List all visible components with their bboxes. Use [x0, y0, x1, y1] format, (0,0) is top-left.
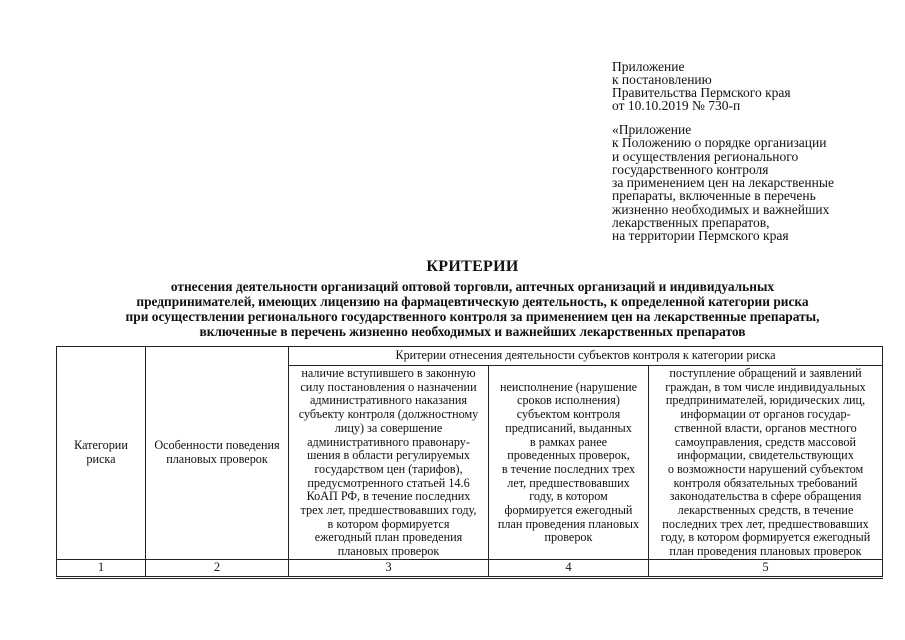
annex-inner-line: на территории Пермского края: [612, 228, 789, 244]
cell-line: предусмотренного статьей 14.6: [307, 475, 470, 490]
annex-inner-line: государственного контроля: [612, 161, 769, 177]
cell-line: КоАП РФ, в течение последних: [306, 489, 471, 504]
cell-line: информации от органов государ-: [680, 407, 851, 422]
criterion-unfulfilled-orders: [489, 366, 649, 560]
annex-line: Приложение: [612, 59, 685, 74]
cell-line: последних трех лет, предшествовавших: [662, 516, 869, 531]
subtitle-line: при осуществлении регионального государственного контроля за применением цен на лекарственные препараты,: [125, 309, 820, 324]
cell-line: предписаний, выданных: [505, 420, 632, 435]
annex-inner-line: препараты, включенные в перечень: [612, 188, 816, 204]
criterion-administrative-penalty: [289, 366, 489, 560]
cell-line: ственной власти, органов местного: [674, 420, 857, 435]
cell-line: государством цен (тарифов),: [314, 461, 463, 476]
column-number: 2: [146, 559, 289, 577]
column-number: 5: [649, 559, 883, 577]
cell-line: предпринимателей, юридических лиц,: [665, 393, 866, 408]
column-number: 4: [489, 559, 649, 577]
cell-line: информации, свидетельствующих: [677, 448, 854, 463]
cell-line: лекарственных средств, в течение: [677, 503, 854, 518]
header-inspection-features: [146, 347, 289, 560]
cell-line: неисполнение (нарушение: [499, 379, 638, 394]
cell-line: сроков исполнения): [517, 393, 620, 408]
cell-line: граждан, в том числе индивидуальных: [665, 379, 866, 394]
cell-line: административного наказания: [310, 393, 467, 408]
annex-inner-line: к Положению о порядке организации: [612, 135, 827, 151]
cell-line: субъекту контроля (должностному: [298, 407, 479, 422]
document-subtitle: [20, 279, 905, 339]
annex-line: Правительства Пермского края: [612, 85, 791, 100]
cell-line: лицу) за совершение: [334, 420, 443, 435]
column-number: 1: [57, 559, 146, 577]
cell-line: о возможности нарушений субъектом: [667, 461, 864, 476]
cell-line: план проведения плановых проверок: [669, 544, 862, 559]
cell-line: лет, предшествовавших: [507, 475, 630, 490]
cell-line: субъектом контроля: [516, 407, 621, 422]
annex-line: от 10.10.2019 № 730-п: [612, 98, 741, 113]
subtitle-line: предпринимателей, имеющих лицензию на фармацевтическую деятельность, к определенной категории риска: [136, 294, 809, 309]
cell-line: силу постановления о назначении: [300, 379, 477, 394]
cell-line: трех лет, предшествовавших году,: [300, 503, 477, 518]
criterion-complaints-received: [649, 366, 883, 560]
annex-inner-line: лекарственных препаратов,: [612, 215, 770, 231]
cell-line: году, в котором формируется ежегодный: [660, 530, 871, 545]
cell-line: самоуправления, средств массовой: [675, 434, 856, 449]
annex-inner-line: жизненно необходимых и важнейших: [612, 201, 830, 217]
cell-line: [491, 367, 646, 381]
cell-line: в течение последних трех: [501, 461, 636, 476]
annex-line: к постановлению: [612, 72, 712, 87]
header-risk-category-line: риска: [86, 451, 116, 466]
header-risk-category: [57, 347, 146, 560]
cell-line: административного правонару-: [307, 434, 470, 449]
header-criteria-group: Критерии отнесения деятельности субъектов контроля к категории риска: [289, 347, 883, 366]
cell-line: наличие вступившего в законную: [301, 366, 476, 380]
cell-line: году, в котором: [529, 489, 608, 504]
cell-line: план проведения плановых: [497, 516, 640, 531]
cell-line: законодательства в сфере обращения: [669, 489, 862, 504]
cell-line: формируется ежегодный: [504, 503, 633, 518]
cell-line: плановых проверок: [337, 544, 440, 559]
subtitle-line: отнесения деятельности организаций оптовой торговли, аптечных организаций и индивидуальных: [170, 279, 775, 294]
cell-line: ежегодный план проведения: [314, 530, 463, 545]
cell-line: в рамках ранее: [529, 434, 608, 449]
annex-header: [612, 60, 902, 112]
header-risk-category-line: Категории: [74, 438, 128, 453]
annex-inner-line: и осуществления регионального: [612, 148, 799, 164]
annex-inner-line: «Приложение: [612, 122, 692, 137]
header-inspection-features-line: плановых проверок: [166, 451, 268, 466]
column-number: 3: [289, 559, 489, 577]
cell-line: шения в области регулируемых: [306, 448, 470, 463]
cell-line: поступление обращений и заявлений: [669, 366, 862, 380]
header-inspection-features-line: Особенности поведения: [154, 438, 280, 453]
cell-line: проверок: [544, 530, 593, 545]
cell-line: контроля обязательных требований: [673, 475, 858, 490]
criteria-table: [56, 346, 883, 579]
cell-line: проведенных проверок,: [507, 448, 630, 463]
annex-inner-header: [612, 123, 902, 243]
cell-line: в котором формируется: [327, 516, 450, 531]
document-title: КРИТЕРИИ: [426, 258, 519, 275]
annex-inner-line: за применением цен на лекарственные: [612, 175, 834, 191]
subtitle-line: включенные в перечень жизненно необходимых и важнейших лекарственных препаратов: [199, 324, 746, 339]
